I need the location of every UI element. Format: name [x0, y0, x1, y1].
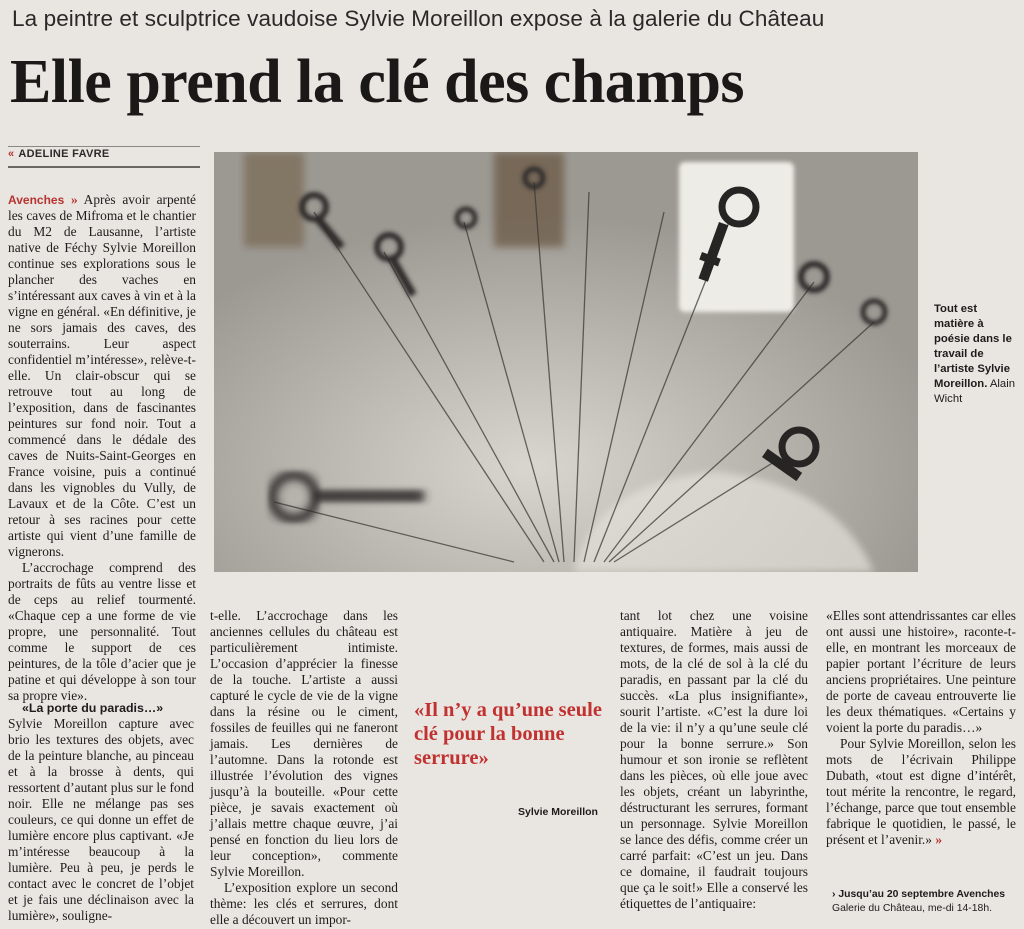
photo-caption — [934, 302, 1020, 407]
info-arrow: › — [832, 889, 836, 900]
column-4 — [826, 608, 1016, 848]
byline-rule — [8, 146, 200, 147]
column4-paragraph-1: «Elles sont attendrissantes car elles ont aussi une histoire», raconte-t-elle, en montrant les morceaux de papier portant l’écriture de leurs anciens propriétaires. Une peinture de porte de caveau entrouverte lie les deux thématiques. «Certains y voient la porte du paradis…» — [826, 608, 1016, 735]
pull-quote: «Il n’y a qu’une seule clé pour la bonne serrure» — [414, 699, 602, 769]
byline-rule-bottom — [8, 166, 200, 168]
headline: Elle prend la clé des champs — [10, 48, 745, 116]
column-3 — [620, 608, 808, 912]
section1-column — [8, 700, 194, 924]
byline-author: ADELINE FAVRE — [18, 148, 110, 160]
column-2 — [210, 608, 398, 928]
column4-paragraph-2 — [826, 736, 1016, 848]
caption-text: Tout est matière à poésie dans le travail de l’artiste Sylvie Moreillon. — [934, 303, 1012, 390]
section1-paragraph: Sylvie Moreillon capture avec brio les textures des objets, avec de la peinture blanche, au pinceau et à la brosse à dents, qui ressortent d’autant plus sur le fond noir. Elle ne mélange pas ses couleurs, ce qui donne un effet de lumière encore plus captivant. «Je m’intéresse beaucoup à la lumière. Peu à peu, je perds le contact avec le concret de l’objet et je fais une déclinaison avec la lumière», souligne- — [8, 716, 194, 923]
kicker: La peintre et sculptrice vaudoise Sylvie Moreillon expose à la galerie du Château — [12, 6, 825, 31]
column3-paragraph-1: tant lot chez une voisine antiquaire. Matière à jeu de textures, de formes, mais aussi de mots, de la clé de sol à la clé du paradis, en passant par la clé du succès. «La plus insignifiante», sourit l’artiste. «C’est la dure loi de la vie: il n’y a qu’une seule clé pour la bonne serrure.» Son humour et son ironie se reflètent dans les pièces, où elle joue avec les objets, créant un labyrinthe, déstructurant les serrures, formant un personnage. Sylvie Moreillon se lance des défis, comme créer un carré parfait: «C’est un jeu. Dans ce domaine, il faudrait toujours que ça le soit!» Elle a conservé les étiquettes de l’antiquaire: — [620, 608, 808, 911]
lead-paragraph-2: L’accrochage comprend des portraits de fûts au ventre lisse et de ceps au relief tourmenté. «Chaque cep a une forme de vie propre, une personnalité. Tout comme le support de ces peintures, de la tôle d’acier que je patine et qui développe à son tour sa propre vie». — [8, 560, 196, 703]
info-venue: Galerie du Château, me-di 14-18h. — [832, 903, 992, 914]
dateline-marker: » — [70, 192, 78, 207]
lead-paragraph — [8, 192, 196, 560]
keys-illustration — [214, 152, 918, 572]
end-marker: » — [935, 832, 943, 847]
info-box — [832, 888, 1020, 916]
info-dates: Jusqu’au 20 septembre Avenches — [838, 889, 1006, 900]
byline-marker: « — [8, 148, 15, 160]
lead-column — [8, 192, 196, 704]
info-dates-line — [832, 888, 1020, 902]
column4-paragraph-2-text: Pour Sylvie Moreillon, selon les mots de l’écrivain Philippe Dubath, «tout est digne d’intérêt, tout mérite la rencontre, le regard, l’échange, parce que tout ensemble fabrique le quotidien, le passé, le présent et l’avenir.» — [826, 736, 1016, 847]
subhead: «La porte du paradis…» — [22, 701, 164, 715]
byline — [8, 148, 110, 160]
column2-paragraph-2: L’exposition explore un second thème: les clés et serrures, dont elle a découvert un impor- — [210, 880, 398, 927]
photo-credit: Alain Wicht — [934, 378, 1015, 405]
lead-text: Après avoir arpenté les caves de Mifroma et le chantier du M2 de Lausanne, l’artiste native de Féchy Sylvie Moreillon continue ses explorations sous le plancher des vaches en s’intéressant aux caves à vin et à la vigne en général. «En définitive, je ne sors jamais des caves, des souterrains. Leur aspect confidentiel m’intéresse», relève-t-elle. Un clair-obscur qui se retrouve tout au long de l’exposition, dans de fascinantes peintures sur fond noir. Tout a commencé dans le dédale des caves de Nuits-Saint-Georges en France voisine, puis a continué dans les vignobles du Vully, de Lavaux et de la Côte. C’est un retour à ses racines pour cette artiste qui vient d’une famille de vignerons. — [8, 192, 196, 559]
column2-paragraph-1: t-elle. L’accrochage dans les anciennes cellules du château est particulièrement intimiste. L’occasion d’apprécier la finesse de la touche. L’artiste a aussi capturé le cycle de vie de la vigne dans la résine ou le ciment, fossiles de feuilles qui ne faneront jamais. Les dernières de l’automne. Dans la rotonde est illustrée l’évolution des vignes jusqu’à la bouteille. «Pour cette pièce, je savais exactement où j’allais mettre chaque œuvre, j’ai pensé en fonction du lieu lors de leur conception», commente Sylvie Moreillon. — [210, 608, 398, 879]
article-photo — [214, 152, 918, 572]
pull-quote-author: Sylvie Moreillon — [518, 806, 598, 818]
dateline-city: Avenches — [8, 193, 65, 207]
